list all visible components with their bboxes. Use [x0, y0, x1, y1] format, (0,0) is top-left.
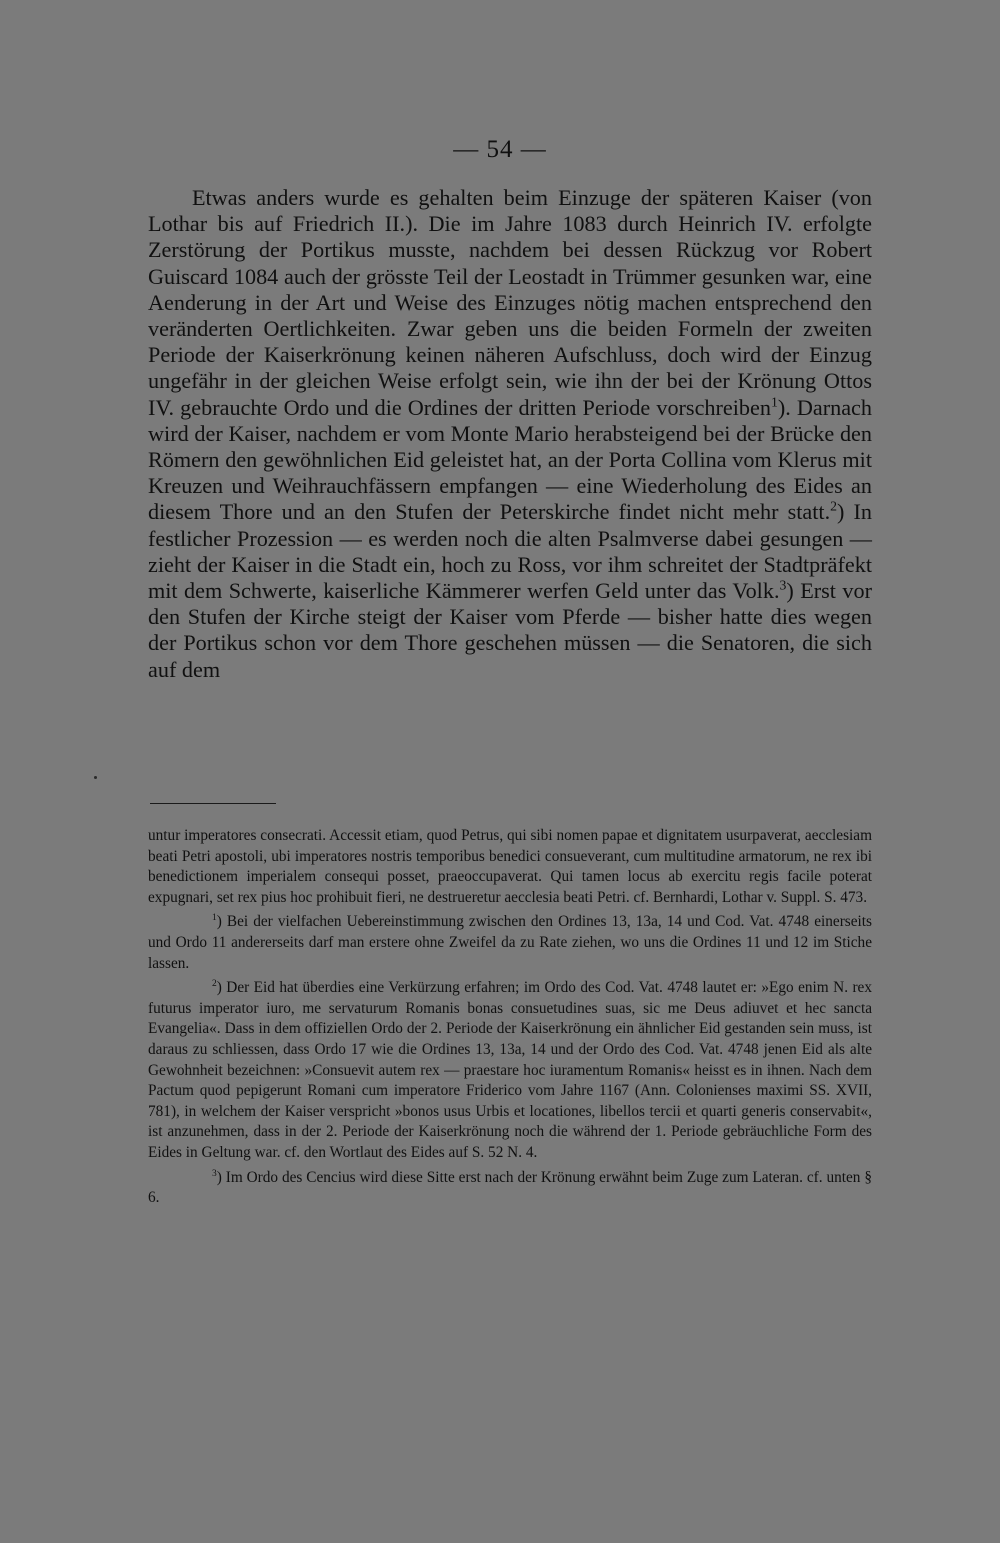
footnotes [148, 826, 872, 1209]
paragraph-1-part-a: Etwas anders wurde es gehalten beim Einzuge der späteren Kaiser (von Lothar bis auf Friedrich II.). Die im Jahre 1083 durch Heinrich IV. erfolgte Zerstörung der Portikus musste, nachdem bei dessen Rückzug vor Robert Guiscard 1084 auch der grösste Teil der Leostadt in Trümmer gesunken war, eine Aenderung in der Art und Weise des Einzuges nötig machen entsprechend den veränderten Oertlichkeiten. Zwar geben uns die beiden Formeln der zweiten Periode der Kaiserkrönung keinen näheren Aufschluss, doch wird der Einzug ungefähr in der gleichen Weise erfolgt sein, wie ihn der bei der Krönung Ottos IV. gebrauchte Ordo und die Ordines der dritten Periode vorschreiben [148, 185, 872, 420]
footnote-continuation: untur imperatores consecrati. Accessit etiam, quod Petrus, qui sibi nomen papae et dignitatem usurpaverat, aecclesiam beati Petri apostoli, ubi imperatores nostris temporibus benedici consueverant, cum multitudine armatorum, ne rex ibi benedictionem imperialem consequi posset, praeoccupaverat. Qui tamen locus ab exercitu regis facile poterat expugnari, set rex pius hoc prohibuit fieri, ne destrueretur aecclesia beati Petri. cf. Bernhardi, Lothar v. Suppl. S. 473. [148, 827, 872, 906]
paragraph-1 [148, 185, 872, 683]
paragraph-1-part-d: ) Erst vor den Stufen der Kirche steigt der Kaiser vom Pferde — bisher hatte dies wegen der Portikus schon vor dem Thore geschehen müssen — die Senatoren, die sich auf dem [148, 578, 872, 682]
paragraph-1-part-b: ). Darnach wird der Kaiser, nachdem er vom Monte Mario herabsteigend bei der Brücke den Römern den gewöhnlichen Eid geleistet hat, an der Porta Collina vom Klerus mit Kreuzen und Weihrauchfässern empfangen — eine Wiederholung des Eides an diesem Thore und an den Stufen der Peterskirche findet nicht mehr statt. [148, 394, 872, 525]
footnote-3-mark: 3 [212, 1168, 217, 1179]
margin-speck [94, 776, 97, 779]
footnote-1-mark: 1 [212, 913, 217, 924]
footnote-ref-3: 3 [779, 577, 787, 593]
paragraph-1-part-c: ) In festlicher Prozession — es werden noch die alten Psalmverse dabei gesungen — zieht der Kaiser in die Stadt ein, hoch zu Ross, vor ihm schreitet der Stadtpräfekt mit dem Schwerte, kaiserliche Kämmerer werfen Geld unter das Volk. [148, 499, 873, 604]
main-text [148, 185, 872, 683]
footnote-ref-1: 1 [770, 394, 778, 410]
footnote-2-text: ) Der Eid hat überdies eine Verkürzung erfahren; im Ordo des Cod. Vat. 4748 lautet er: »Ego enim N. rex futurus imperator iuro, me servaturum Romanis bonas consuetudines suas, sic me Deus adiuvet et hec sancta Evangelia«. Dass in dem offiziellen Ordo der 2. Periode der Kaiserkrönung ein ähnlicher Eid gestanden sein muss, ist daraus zu schliessen, dass Ordo 17 wie die Ordines 13, 13a, 14 und der Ordo des Cod. Vat. 4748 jenen Eid als alte Gewohnheit bezeichnen: »Consuevit autem rex — praestare hoc iuramentum Romanis« heisst es in ihnen. Nach dem Pactum quod pepigerunt Romani cum imperatore Friderico vom Jahre 1167 (Ann. Colonienses maximi SS. XVII, 781), in welchem der Kaiser verspricht »bonos usus Urbis et locationes, libellos tercii et quarti generis conservabit«, ist anzunehmen, dass in der 2. Periode der Kaiserkrönung noch die während der 1. Periode gebräuchliche Form des Eides in Geltung war. cf. den Wortlaut des Eides auf S. 52 N. 4. [148, 979, 872, 1161]
footnote-divider [150, 803, 276, 804]
page-number: — 54 — [453, 136, 547, 163]
footnote-1 [148, 912, 872, 974]
footnote-2-mark: 2 [212, 979, 217, 990]
footnote-3-text: ) Im Ordo des Cencius wird diese Sitte erst nach der Krönung erwähnt beim Zuge zum Lateran. cf. unten § 6. [148, 1168, 872, 1207]
footnote-2 [148, 978, 872, 1163]
footnote-3 [148, 1168, 872, 1209]
footnote-ref-2: 2 [830, 499, 838, 515]
footnote-1-text: ) Bei der vielfachen Uebereinstimmung zwischen den Ordines 13, 13a, 14 und Cod. Vat. 4748 einerseits und Ordo 11 andererseits darf man erstere ohne Zweifel da zu Rate ziehen, wo uns die Ordines 11 und 12 im Stiche lassen. [148, 913, 872, 972]
